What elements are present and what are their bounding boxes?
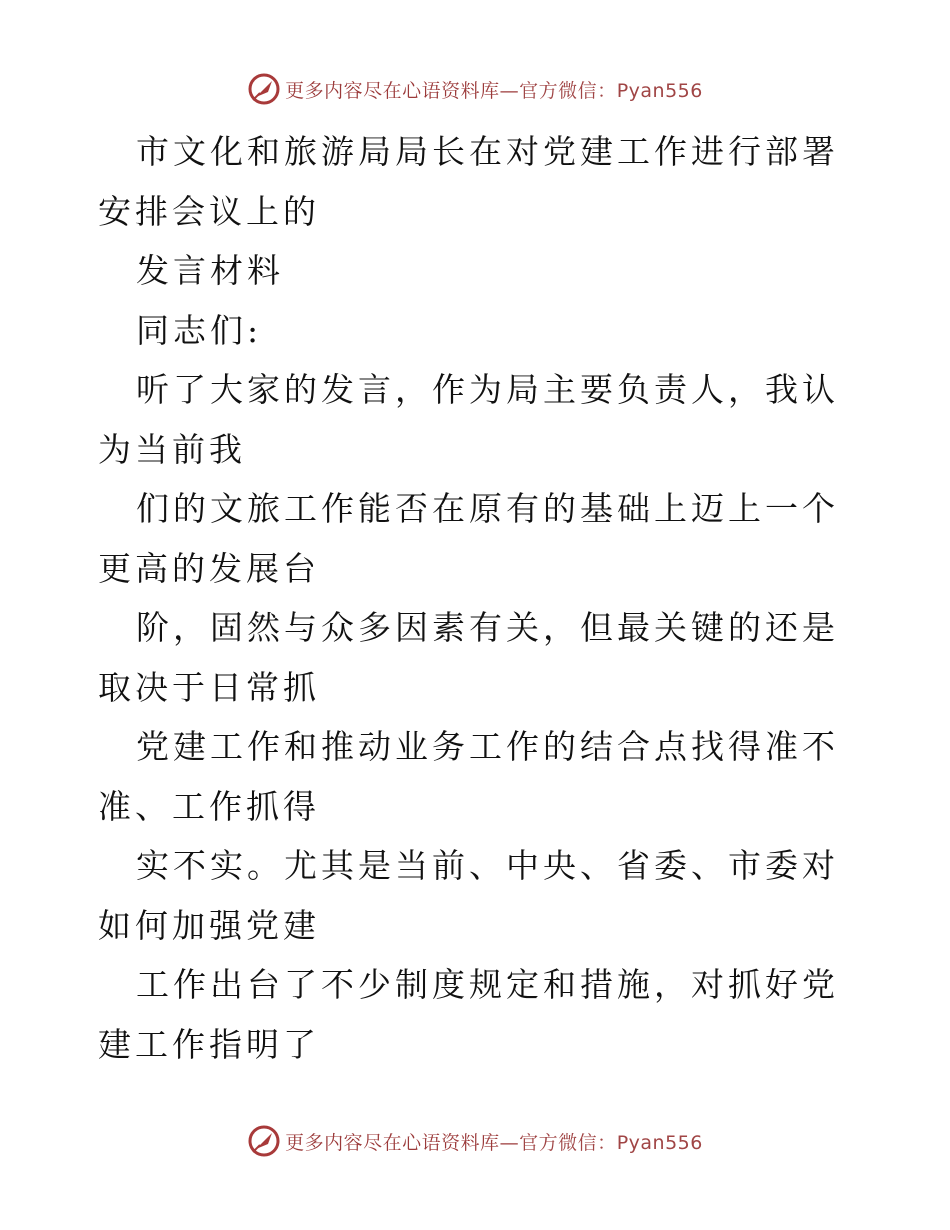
watermark-wechat-id: Pyan556: [616, 1131, 703, 1154]
footer-watermark: [0, 1124, 950, 1158]
document-body: [98, 122, 858, 1074]
watermark-wechat-label: 官方微信：: [519, 79, 617, 102]
watermark-text: [285, 1128, 703, 1155]
paragraph: 实不实。尤其是当前、中央、省委、市委对如何加强党建: [98, 846, 839, 945]
paragraph: 党建工作和推动业务工作的结合点找得准不准、工作抓得: [98, 727, 839, 826]
paragraph: 同志们:: [136, 310, 263, 350]
paragraph: 发言材料: [136, 251, 284, 290]
paragraph: 工作出台了不少制度规定和措施，对抓好党建工作指明了: [98, 965, 839, 1064]
watermark-dash: —: [499, 1131, 520, 1154]
paragraph: 阶，固然与众多因素有关，但最关键的还是取决于日常抓: [98, 608, 839, 707]
watermark-text: [285, 76, 703, 103]
paragraph: 们的文旅工作能否在原有的基础上迈上一个更高的发展台: [98, 489, 839, 588]
watermark-site: 更多内容尽在心语资料库: [285, 1131, 500, 1154]
watermark-wechat-id: Pyan556: [616, 79, 703, 102]
watermark-dash: —: [499, 79, 520, 102]
header-watermark: [0, 72, 950, 106]
feather-pen-logo-icon: [247, 1124, 281, 1158]
paragraph: 听了大家的发言，作为局主要负责人，我认为当前我: [98, 370, 839, 469]
paragraph: 市文化和旅游局局长在对党建工作进行部署安排会议上的: [98, 132, 839, 231]
watermark-site: 更多内容尽在心语资料库: [285, 79, 500, 102]
feather-pen-logo-icon: [247, 72, 281, 106]
watermark-wechat-label: 官方微信：: [519, 1131, 617, 1154]
